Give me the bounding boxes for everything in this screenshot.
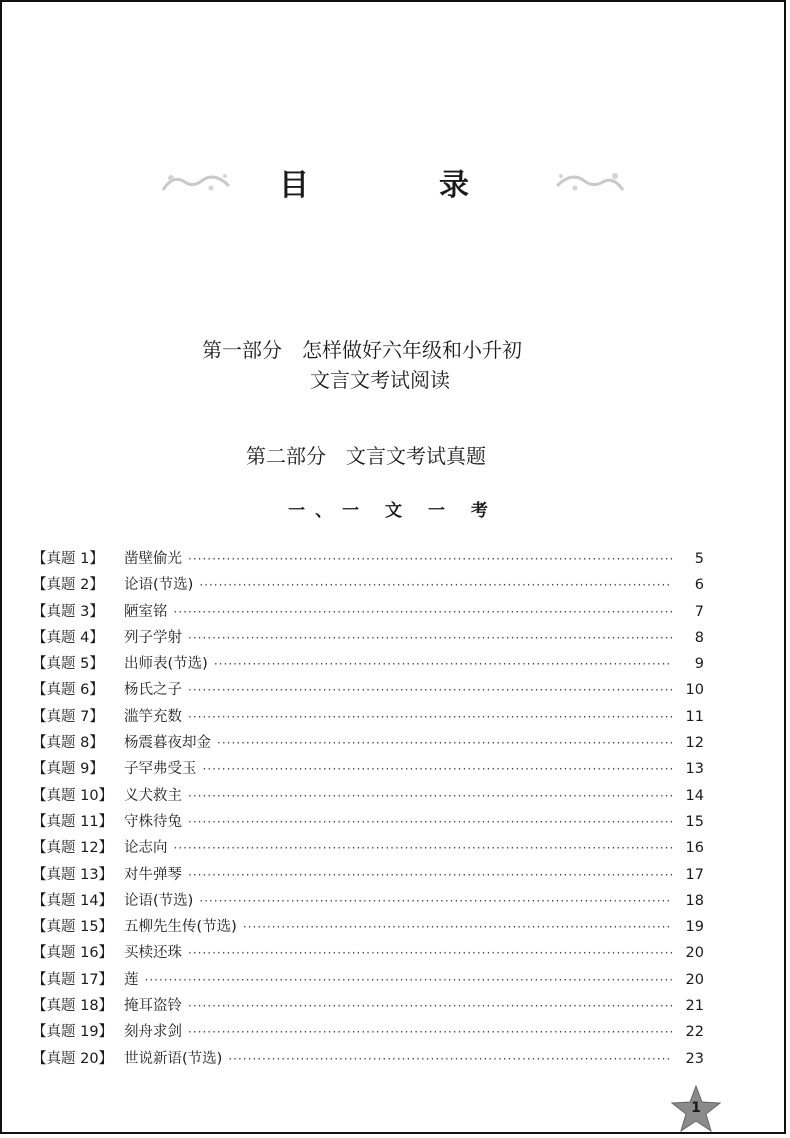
toc-entry[interactable] [32, 626, 704, 652]
entry-title: 论语(节选) [124, 892, 194, 909]
entry-tag: 【真题 6】 [32, 682, 104, 699]
entry-page: 20 [685, 945, 704, 962]
entry-tag: 【真题 19】 [32, 1024, 114, 1041]
left-ornament-icon [159, 164, 239, 200]
toc-entry[interactable] [32, 705, 704, 731]
entry-page: 15 [685, 813, 704, 830]
entry-title: 刻舟求剑 [124, 1024, 182, 1041]
entry-title: 论语(节选) [124, 577, 194, 594]
entry-tag: 【真题 20】 [32, 1050, 114, 1067]
entry-page: 16 [685, 840, 704, 857]
entry-tag: 【真题 4】 [32, 629, 104, 646]
toc-entry[interactable] [32, 941, 704, 967]
leader-dots [228, 1052, 672, 1066]
leader-dots [217, 736, 672, 750]
entry-tag: 【真题 16】 [32, 945, 114, 962]
toc-entry[interactable] [32, 573, 704, 599]
toc-entry[interactable] [32, 968, 704, 994]
entry-tag: 【真题 12】 [32, 840, 114, 857]
leader-dots [188, 710, 672, 724]
entry-tag: 【真题 9】 [32, 761, 104, 778]
part-two-title: 文言文考试真题 [346, 444, 486, 468]
entry-page: 7 [694, 603, 704, 620]
entry-title: 对牛弹琴 [124, 866, 182, 883]
toc-entry[interactable] [32, 863, 704, 889]
leader-dots [188, 868, 672, 882]
part-one-title-line1: 怎样做好六年级和小升初 [302, 338, 522, 362]
entry-page: 12 [685, 735, 704, 752]
entry-page: 20 [685, 971, 704, 988]
section-heading: 一、一 文 一 考 [288, 501, 498, 521]
entry-page: 10 [685, 682, 704, 699]
leader-dots [188, 946, 672, 960]
toc-entry[interactable] [32, 757, 704, 783]
toc-entry[interactable] [32, 889, 704, 915]
toc-entry[interactable] [32, 547, 704, 573]
entry-page: 23 [685, 1050, 704, 1067]
entry-title: 出师表(节选) [124, 656, 208, 673]
part-one-title-line2: 文言文考试阅读 [310, 368, 450, 392]
leader-dots [174, 841, 673, 855]
entry-title: 论志向 [124, 840, 168, 857]
leader-dots [199, 894, 672, 908]
toc-list [32, 547, 704, 1073]
entry-tag: 【真题 15】 [32, 919, 114, 936]
entry-tag: 【真题 5】 [32, 656, 104, 673]
part-two-label: 第二部分 [246, 444, 326, 468]
entry-tag: 【真题 13】 [32, 866, 114, 883]
toc-entry[interactable] [32, 731, 704, 757]
entry-page: 21 [685, 998, 704, 1015]
entry-title: 世说新语(节选) [124, 1050, 223, 1067]
leader-dots [203, 762, 673, 776]
entry-page: 6 [694, 577, 704, 594]
right-ornament-icon [547, 164, 627, 200]
leader-dots [188, 999, 672, 1013]
page-number: 1 [691, 1100, 701, 1116]
entry-title: 凿壁偷光 [124, 551, 182, 567]
entry-page: 17 [685, 866, 704, 883]
leader-dots [174, 605, 673, 619]
entry-tag: 【真题 7】 [32, 708, 104, 725]
entry-title: 义犬救主 [124, 787, 182, 804]
part-one-label: 第一部分 [202, 338, 282, 362]
entry-title: 滥竽充数 [124, 708, 182, 725]
toc-entry[interactable] [32, 600, 704, 626]
entry-tag: 【真题 11】 [32, 813, 114, 830]
leader-dots [243, 920, 672, 934]
entry-title: 列子学射 [124, 629, 182, 646]
entry-page: 11 [685, 708, 704, 725]
leader-dots [188, 789, 672, 803]
leader-dots [188, 631, 672, 645]
toc-entry[interactable] [32, 1047, 704, 1073]
entry-tag: 【真题 10】 [32, 787, 114, 804]
entry-title: 子罕弗受玉 [124, 761, 197, 778]
entry-title: 陋室铭 [124, 603, 168, 620]
entry-tag: 【真题 1】 [32, 551, 104, 567]
entry-tag: 【真题 3】 [32, 603, 104, 620]
toc-entry[interactable] [32, 652, 704, 678]
leader-dots [199, 578, 672, 592]
leader-dots [214, 657, 672, 671]
leader-dots [188, 1025, 672, 1039]
entry-page: 13 [685, 761, 704, 778]
entry-page: 14 [685, 787, 704, 804]
entry-page: 8 [694, 629, 704, 646]
entry-page: 9 [694, 656, 704, 673]
entry-title: 杨氏之子 [124, 682, 182, 699]
leader-dots [188, 815, 672, 829]
toc-entry[interactable] [32, 810, 704, 836]
entry-title: 买椟还珠 [124, 945, 182, 962]
leader-dots [188, 683, 672, 697]
toc-entry[interactable] [32, 784, 704, 810]
entry-page: 18 [685, 892, 704, 909]
toc-entry[interactable] [32, 678, 704, 704]
part-one-heading [202, 335, 522, 395]
entry-tag: 【真题 8】 [32, 735, 104, 752]
entry-title: 莲 [124, 971, 139, 988]
entry-title: 守株待兔 [124, 813, 182, 830]
part-two-heading [246, 440, 486, 469]
toc-entry[interactable] [32, 836, 704, 862]
leader-dots [145, 973, 673, 987]
entry-tag: 【真题 2】 [32, 577, 104, 594]
entry-page: 5 [694, 551, 704, 567]
entry-page: 22 [685, 1024, 704, 1041]
title-block [2, 160, 784, 204]
entry-tag: 【真题 17】 [32, 971, 114, 988]
leader-dots [188, 552, 672, 566]
entry-page: 19 [685, 919, 704, 936]
entry-title: 杨震暮夜却金 [124, 735, 211, 752]
entry-tag: 【真题 14】 [32, 892, 114, 909]
toc-entry[interactable] [32, 915, 704, 941]
toc-entry[interactable] [32, 1020, 704, 1046]
entry-title: 掩耳盗铃 [124, 998, 182, 1015]
entry-title: 五柳先生传(节选) [124, 919, 237, 936]
toc-entry[interactable] [32, 994, 704, 1020]
entry-tag: 【真题 18】 [32, 998, 114, 1015]
page-title: 目 录 [279, 168, 519, 203]
